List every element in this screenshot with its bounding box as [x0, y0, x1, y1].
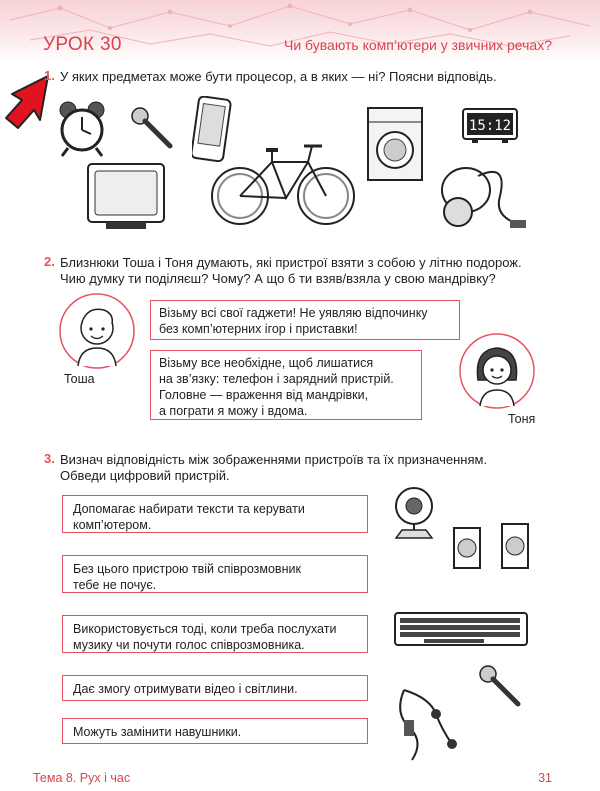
keyboard-icon[interactable]	[394, 612, 528, 646]
question-3-number: 3.	[44, 451, 55, 466]
question-2-line1: Близнюки Тоша і Тоня думають, які пристрої взяти з собою у літню подорож.	[60, 255, 522, 270]
lesson-number: УРОК 30	[43, 34, 122, 55]
page-number: 31	[538, 771, 552, 785]
speech-bubble-tosha-line1: Візьму всі свої гаджети! Не уявляю відпочинку	[159, 306, 428, 320]
microphone-icon	[130, 106, 174, 150]
headphones-icon[interactable]	[390, 684, 464, 764]
boy-name: Тоша	[64, 372, 95, 386]
alarm-clock-icon	[56, 100, 108, 158]
match-box-2-line1: Без цього пристрою твій співрозмовник	[73, 562, 301, 576]
digital-clock-icon	[462, 108, 518, 144]
bicycle-icon	[208, 136, 358, 228]
question-1-text: У яких предметах може бути процесор, а в яких — ні? Поясни відповідь.	[60, 69, 497, 84]
match-box-1-line1: Допомагає набирати тексти та керувати	[73, 502, 305, 516]
girl-avatar	[458, 332, 536, 410]
washing-machine-icon	[366, 106, 424, 182]
girl-name: Тоня	[508, 412, 536, 426]
match-box-3-line1: Використовується тоді, коли треба послухати	[73, 622, 337, 636]
match-box-webcam-purpose[interactable]	[62, 675, 368, 701]
speech-bubble-tonya-line2: на зв’язку: телефон і зарядний пристрій.	[159, 372, 394, 386]
tv-icon	[86, 162, 166, 232]
match-box-microphone-purpose[interactable]	[62, 555, 368, 593]
speech-bubble-tonya	[150, 350, 422, 420]
question-3-line1: Визнач відповідність між зображеннями пристроїв та їх призначенням.	[60, 452, 488, 467]
speech-bubble-tonya-line4: а пограти я можу і вдома.	[159, 404, 308, 418]
vacuum-cleaner-icon	[438, 152, 528, 232]
speech-bubble-tosha	[150, 300, 460, 340]
match-box-2-line2: тебе не почує.	[73, 578, 157, 592]
match-box-headphones-purpose[interactable]	[62, 718, 368, 744]
match-box-speakers-purpose[interactable]	[62, 615, 368, 653]
match-box-1-line2: комп’ютером.	[73, 518, 152, 532]
webcam-icon[interactable]	[386, 484, 442, 540]
lesson-title: Чи бувають комп’ютери у звичних речах?	[284, 37, 552, 53]
question-2-number: 2.	[44, 254, 55, 269]
question-1-number: 1.	[44, 68, 55, 83]
speech-bubble-tonya-line3: Головне — враження від мандрівки,	[159, 388, 369, 402]
question-2-line2: Чию думку ти поділяєш? Чому? А що б ти взяв/взяла у свою мандрівку?	[60, 271, 496, 286]
match-box-3-line2: музику чи почути голос співрозмовника.	[73, 638, 305, 652]
match-box-5-text: Можуть замінити навушники.	[73, 725, 242, 739]
speech-bubble-tosha-line2: без комп’ютерних ігор і приставки!	[159, 322, 358, 336]
boy-avatar	[58, 292, 136, 370]
question-3-line2: Обведи цифровий пристрій.	[60, 468, 230, 483]
footer-topic: Тема 8. Рух і час	[33, 771, 131, 785]
digital-clock-time: 15:12	[468, 118, 512, 134]
speakers-icon[interactable]	[452, 522, 532, 572]
match-box-4-text: Дає змогу отримувати відео і світлини.	[73, 682, 298, 696]
match-box-keyboard-purpose[interactable]	[62, 495, 368, 533]
microphone-icon[interactable]	[478, 664, 522, 708]
speech-bubble-tonya-line1: Візьму все необхідне, щоб лишатися	[159, 356, 374, 370]
